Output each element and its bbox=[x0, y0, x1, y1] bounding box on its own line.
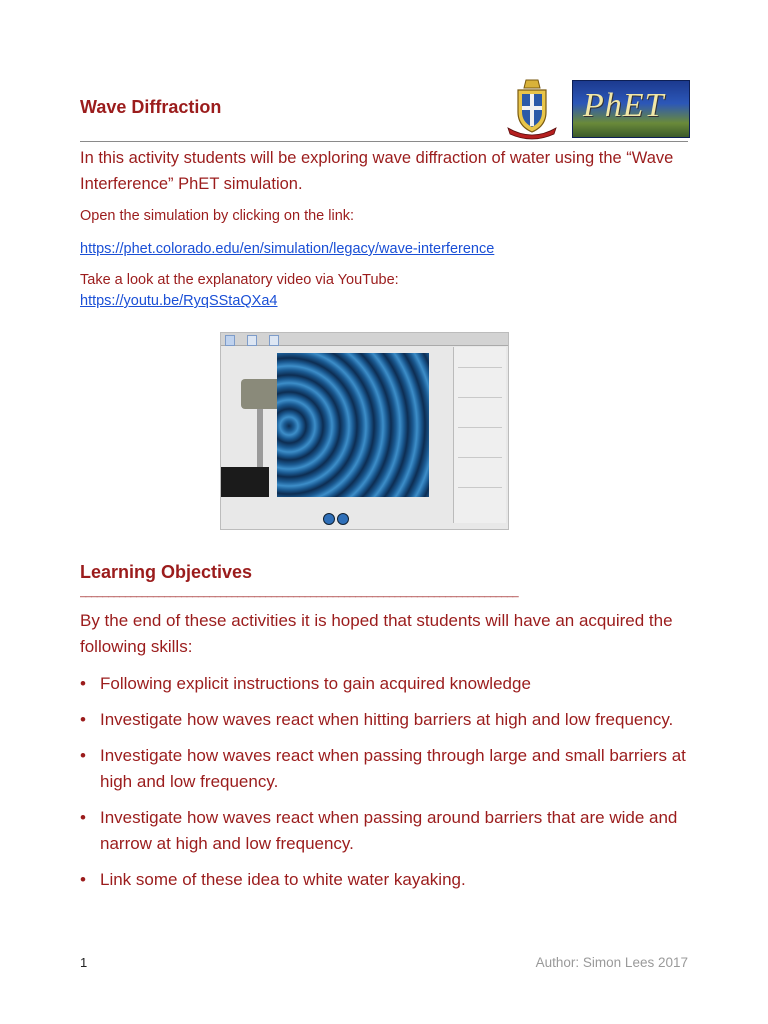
list-item: • Investigate how waves react when passing through large and small barriers at high and low frequency. bbox=[80, 743, 690, 795]
bullet: • bbox=[80, 746, 86, 765]
video-link[interactable]: https://youtu.be/RyqSStaQXa4 bbox=[80, 293, 278, 309]
panel-divider bbox=[458, 427, 502, 428]
page-number: 1 bbox=[80, 955, 88, 970]
panel-divider bbox=[458, 397, 502, 398]
intro-section bbox=[80, 145, 690, 311]
list-item: • Link some of these idea to white water kayaking. bbox=[80, 867, 690, 893]
objectives-list bbox=[80, 671, 690, 903]
sim-link[interactable]: https://phet.colorado.edu/en/simulation/legacy/wave-interference bbox=[80, 241, 495, 257]
simulation-screenshot bbox=[220, 332, 509, 530]
panel-divider bbox=[458, 487, 502, 488]
bullet: • bbox=[80, 674, 86, 693]
page-title: Wave Diffraction bbox=[80, 97, 222, 117]
list-item: • Following explicit instructions to gain acquired knowledge bbox=[80, 671, 690, 697]
list-item: • Investigate how waves react when hitting barriers at high and low frequency. bbox=[80, 707, 690, 733]
panel-divider bbox=[458, 367, 502, 368]
list-item: • Investigate how waves react when passing around barriers that are wide and narrow at high and low frequency. bbox=[80, 805, 690, 857]
title-divider bbox=[80, 141, 688, 142]
sim-tab-bar bbox=[221, 333, 508, 346]
sim-tab bbox=[247, 335, 257, 346]
phet-logo-text: PhET bbox=[583, 87, 665, 124]
school-crest-logo bbox=[504, 78, 560, 140]
objectives-rule: ______________________________________________________________________________ bbox=[80, 586, 519, 598]
intro-paragraph: In this activity students will be exploring wave diffraction of water using the “Wave Interference” PhET simulation. bbox=[80, 149, 674, 193]
play-icon bbox=[323, 513, 335, 525]
water-wave-area bbox=[277, 353, 429, 497]
bullet: • bbox=[80, 808, 86, 827]
sim-tab bbox=[225, 335, 235, 346]
objectives-title: Learning Objectives bbox=[80, 562, 253, 582]
sim-tab bbox=[269, 335, 279, 346]
sim-control-box bbox=[221, 467, 269, 497]
faucet-pole bbox=[257, 403, 263, 467]
bullet: • bbox=[80, 710, 86, 729]
author-credit: Author: Simon Lees 2017 bbox=[535, 955, 688, 970]
bullet: • bbox=[80, 870, 86, 889]
objectives-intro: By the end of these activities it is hoped that students will have an acquired the following skills: bbox=[80, 611, 673, 656]
video-text: Take a look at the explanatory video via YouTube: bbox=[80, 272, 399, 288]
panel-divider bbox=[458, 457, 502, 458]
open-sim-text: Open the simulation by clicking on the link: bbox=[80, 208, 355, 224]
step-icon bbox=[337, 513, 349, 525]
sim-side-panel bbox=[453, 347, 506, 523]
phet-logo bbox=[572, 80, 690, 138]
